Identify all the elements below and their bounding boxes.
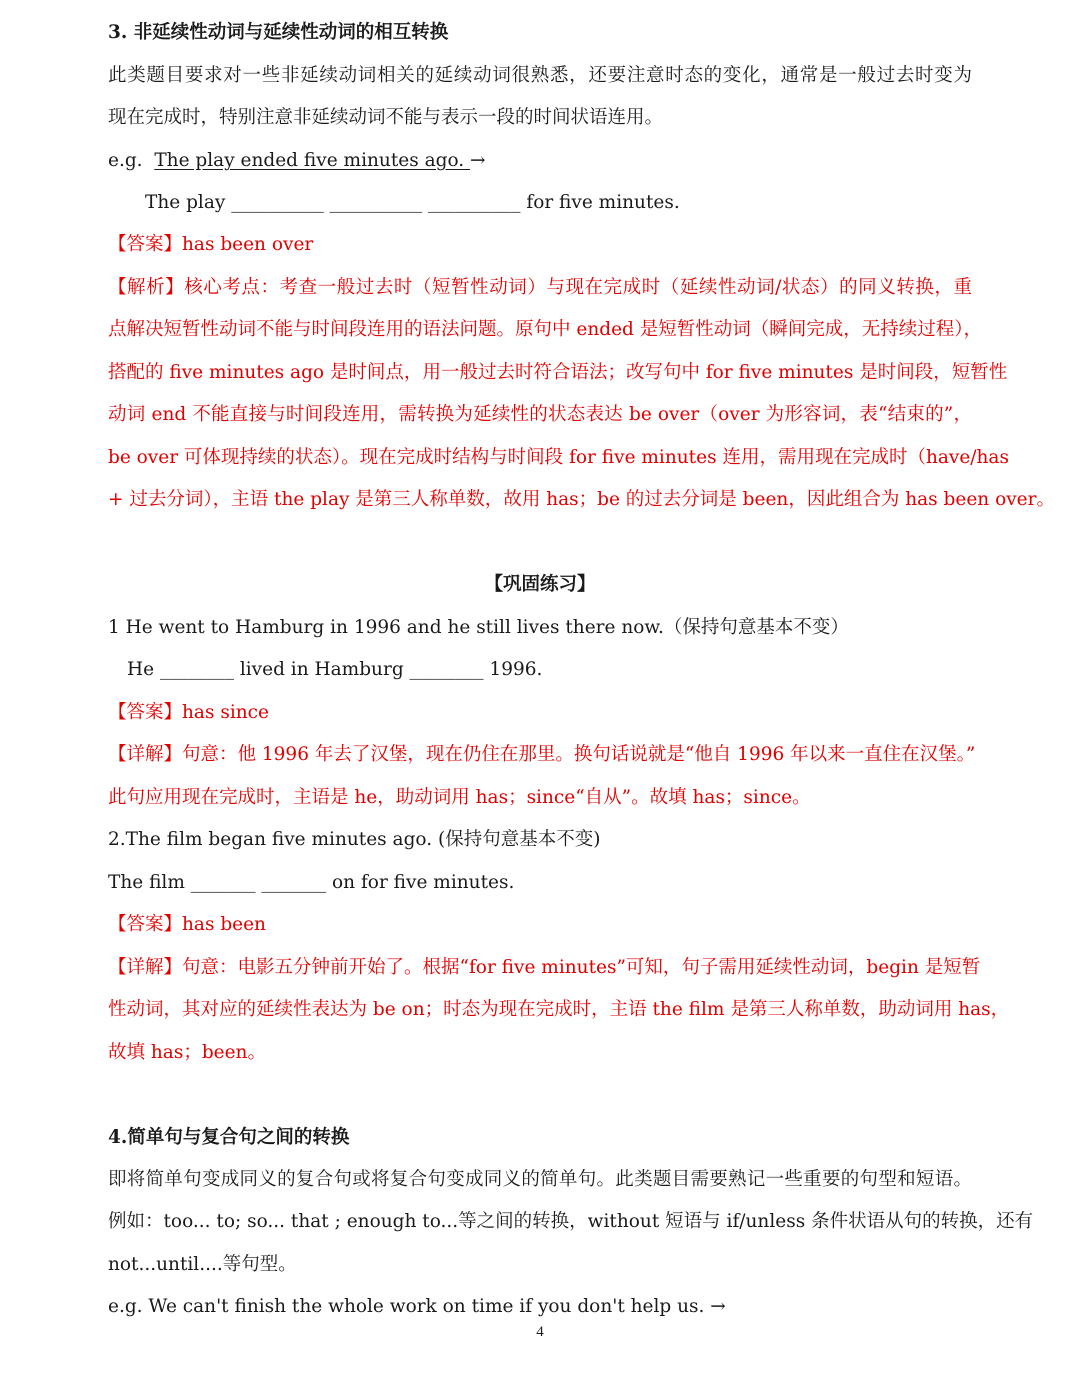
practice-q2: 2.The film began five minutes ago. (保持句意基本不变) — [108, 829, 601, 850]
section3-intro-line-2: 现在完成时，特别注意非延续动词不能与表示一段的时间状语连用。 — [108, 107, 664, 128]
section3-rewrite: The play __________ __________ __________ for five minutes. — [145, 192, 680, 213]
section3-intro-line-1: 此类题目要求对一些非延续动词相关的延续动词很熟悉，还要注意时态的变化，通常是一般过去时变为 — [108, 65, 972, 86]
practice-q1: 1 He went to Hamburg in 1996 and he still lives there now.（保持句意基本不变） — [108, 617, 849, 638]
practice-q2-detail-line-1: 【详解】句意：电影五分钟前开始了。根据“for five minutes”可知，句子需用延续性动词，begin 是短暂 — [108, 957, 981, 978]
section3-analysis-line-3: 搭配的 five minutes ago 是时间点，用一般过去时符合语法；改写句中 for five minutes 是时间段，短暂性 — [108, 362, 1008, 383]
section3-heading: 3. 非延续性动词与延续性动词的相互转换 — [108, 22, 449, 43]
practice-q2-answer: 【答案】has been — [108, 914, 266, 935]
practice-q1-detail-line-1: 【详解】句意：他 1996 年去了汉堡，现在仍住在那里。换句话说就是“他自 1996 年以来一直住在汉堡。” — [108, 744, 976, 765]
section4-intro-line-3: not...until....等句型。 — [108, 1254, 297, 1275]
practice-q1-blank: He ________ lived in Hamburg ________ 1996. — [127, 659, 543, 680]
practice-q1-answer: 【答案】has since — [108, 702, 269, 723]
practice-q2-blank: The film _______ _______ on for five minutes. — [108, 872, 515, 893]
section4-intro-line-2: 例如：too... to; so... that ; enough to...等之间的转换，without 短语与 if/unless 条件状语从句的转换，还有 — [108, 1211, 1034, 1232]
section3-analysis-line-2: 点解决短暂性动词不能与时间段连用的语法问题。原句中 ended 是短暂性动词（瞬间完成，无持续过程）， — [108, 319, 983, 340]
section4-intro-line-1: 即将简单句变成同义的复合句或将复合句变成同义的简单句。此类题目需要熟记一些重要的句型和短语。 — [108, 1169, 972, 1190]
section3-analysis-line-4: 动词 end 不能直接与时间段连用，需转换为延续性的状态表达 be over（over 为形容词，表“结束的”， — [108, 404, 972, 425]
section4-heading: 4.简单句与复合句之间的转换 — [108, 1127, 350, 1148]
example-prefix: e.g. — [108, 150, 155, 171]
section3-analysis-line-1: 【解析】核心考点：考查一般过去时（短暂性动词）与现在完成时（延续性动词/状态）的同义转换，重 — [108, 277, 972, 298]
page-number: 4 — [536, 1324, 544, 1340]
example-sentence: The play ended five minutes ago. — [154, 150, 471, 171]
section3-analysis-line-6: + 过去分词），主语 the play 是第三人称单数，故用 has；be 的过去分词是 been，因此组合为 has been over。 — [108, 489, 1055, 510]
arrow-icon: → — [470, 150, 486, 171]
section4-example: e.g. We can't finish the whole work on time if you don't help us. → — [108, 1296, 726, 1317]
section3-analysis-line-5: be over 可体现持续的状态）。现在完成时结构与时间段 for five minutes 连用，需用现在完成时（have/has — [108, 447, 1009, 468]
practice-q2-detail-line-3: 故填 has；been。 — [108, 1042, 266, 1063]
practice-q1-detail-line-2: 此句应用现在完成时，主语是 he，助动词用 has；since“自从”。故填 has；since。 — [108, 787, 811, 808]
section3-answer: 【答案】has been over — [108, 234, 314, 255]
practice-title: 【巩固练习】 — [484, 574, 596, 595]
section3-example — [108, 148, 972, 174]
practice-q2-detail-line-2: 性动词，其对应的延续性表达为 be on；时态为现在完成时，主语 the film 是第三人称单数，助动词用 has， — [108, 999, 1010, 1020]
